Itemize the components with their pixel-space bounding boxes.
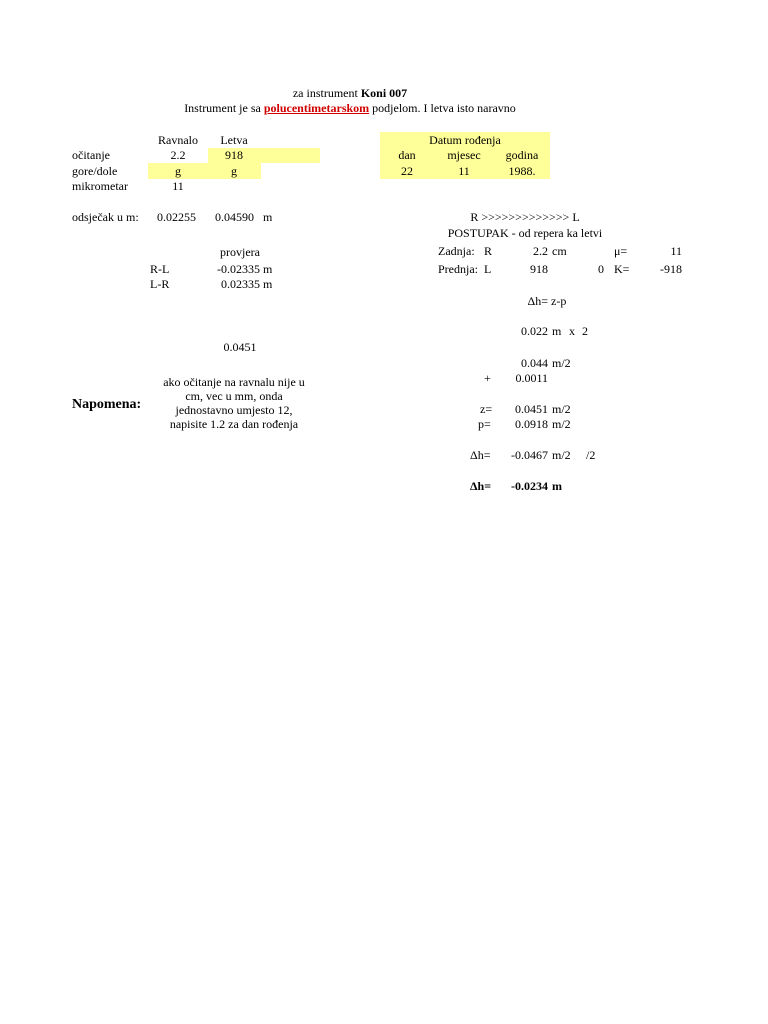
postupak-direction: R >>>>>>>>>>>>> L	[470, 210, 580, 224]
header-emphasis: polucentimetarskom	[263, 101, 370, 115]
birth-date-label-mjesec: mjesec	[447, 148, 481, 162]
rl-value: -0.02335	[217, 262, 260, 276]
napomena-label: Napomena:	[72, 397, 142, 412]
plus-value: 0.0011	[515, 371, 548, 385]
dh-formula-label: Δh=	[527, 294, 548, 308]
dh1-divisor: /2	[586, 448, 596, 462]
z-label: z=	[480, 402, 493, 416]
header-line-1	[200, 86, 500, 101]
p-label: p=	[478, 417, 491, 431]
dh1-label: Δh=	[470, 448, 491, 462]
k-label: K=	[614, 262, 630, 276]
lr-value: 0.02335	[221, 277, 260, 291]
napomena-text	[153, 375, 315, 431]
odsjecak-value-1: 0.02255	[157, 210, 196, 224]
dh-formula: z-p	[551, 294, 567, 308]
birth-date-godina-cell[interactable]: 1988.	[508, 164, 536, 178]
gore-dole-ravnalo-cell[interactable]: g	[175, 164, 181, 178]
provjera-extra-value: 0.0451	[223, 340, 257, 354]
mikrometar-cell[interactable]: 11	[172, 179, 184, 193]
zadnja-value: 2.2	[533, 244, 548, 258]
step1-unit: m	[552, 324, 562, 338]
step1-value: 0.022	[521, 324, 548, 338]
birth-date-dan-cell[interactable]: 22	[401, 164, 413, 178]
odsjecak-value-2: 0.04590	[215, 210, 254, 224]
napomena-line-2: cm, vec u mm, onda	[185, 389, 283, 403]
instrument-name: Koni 007	[360, 86, 408, 100]
p-value: 0.0918	[515, 417, 548, 431]
prednja-zero: 0	[598, 262, 604, 276]
postupak-title: POSTUPAK - od repera ka letvi	[447, 226, 603, 240]
dh2-value: -0.0234	[511, 479, 548, 493]
ocitanje-ravnalo-cell[interactable]: 2.2	[170, 148, 186, 162]
lr-unit: m	[263, 277, 273, 291]
zadnja-unit: cm	[552, 244, 567, 258]
napomena-line-1: ako očitanje na ravnalu nije u	[163, 375, 305, 389]
napomena-line-3: jednostavno umjesto 12,	[175, 403, 293, 417]
dh2-label: Δh=	[470, 479, 492, 493]
odsjecak-label: odsječak u m:	[72, 210, 139, 224]
step1-mult: 2	[582, 324, 588, 338]
header-line-2-suffix: podjelom. I letva isto naravno	[369, 101, 516, 115]
dh2-unit: m	[552, 479, 562, 493]
birth-date-label-dan: dan	[398, 148, 416, 162]
plus-sign: +	[484, 371, 491, 385]
row-label-ocitanje: očitanje	[72, 148, 110, 162]
header-line-2-prefix: Instrument je sa	[184, 101, 264, 115]
header-line-2	[150, 101, 550, 116]
ocitanje-letva-cell[interactable]: 918	[225, 148, 243, 162]
row-label-mikrometar: mikrometar	[72, 179, 128, 193]
mu-value: 11	[670, 244, 682, 258]
step2-unit: m/2	[552, 356, 571, 370]
gore-dole-letva-cell[interactable]: g	[231, 164, 237, 178]
col-header-letva: Letva	[220, 133, 248, 147]
header-line-1-text: za instrument	[292, 86, 361, 100]
rl-unit: m	[263, 262, 273, 276]
napomena-line-4: napisite 1.2 za dan rođenja	[169, 417, 299, 431]
z-unit: m/2	[552, 402, 571, 416]
prednja-value: 918	[530, 262, 548, 276]
k-value: -918	[660, 262, 682, 276]
birth-date-mjesec-cell[interactable]: 11	[458, 164, 470, 178]
zadnja-label: Zadnja:	[438, 244, 475, 258]
z-value: 0.0451	[515, 402, 548, 416]
step1-x: x	[569, 324, 575, 338]
rl-label: R-L	[150, 262, 170, 276]
odsjecak-unit: m	[263, 210, 273, 224]
step2-value: 0.044	[521, 356, 548, 370]
mu-label: μ=	[614, 244, 628, 258]
provjera-label: provjera	[220, 245, 260, 259]
col-header-ravnalo: Ravnalo	[158, 133, 198, 147]
dh1-unit: m/2	[552, 448, 571, 462]
dh1-value: -0.0467	[511, 448, 548, 462]
birth-date-title: Datum rođenja	[429, 133, 501, 147]
prednja-side: L	[484, 262, 492, 276]
p-unit: m/2	[552, 417, 571, 431]
row-label-gore-dole: gore/dole	[72, 164, 118, 178]
prednja-label: Prednja:	[438, 262, 478, 276]
zadnja-side: R	[484, 244, 493, 258]
lr-label: L-R	[150, 277, 170, 291]
birth-date-label-godina: godina	[505, 148, 539, 162]
